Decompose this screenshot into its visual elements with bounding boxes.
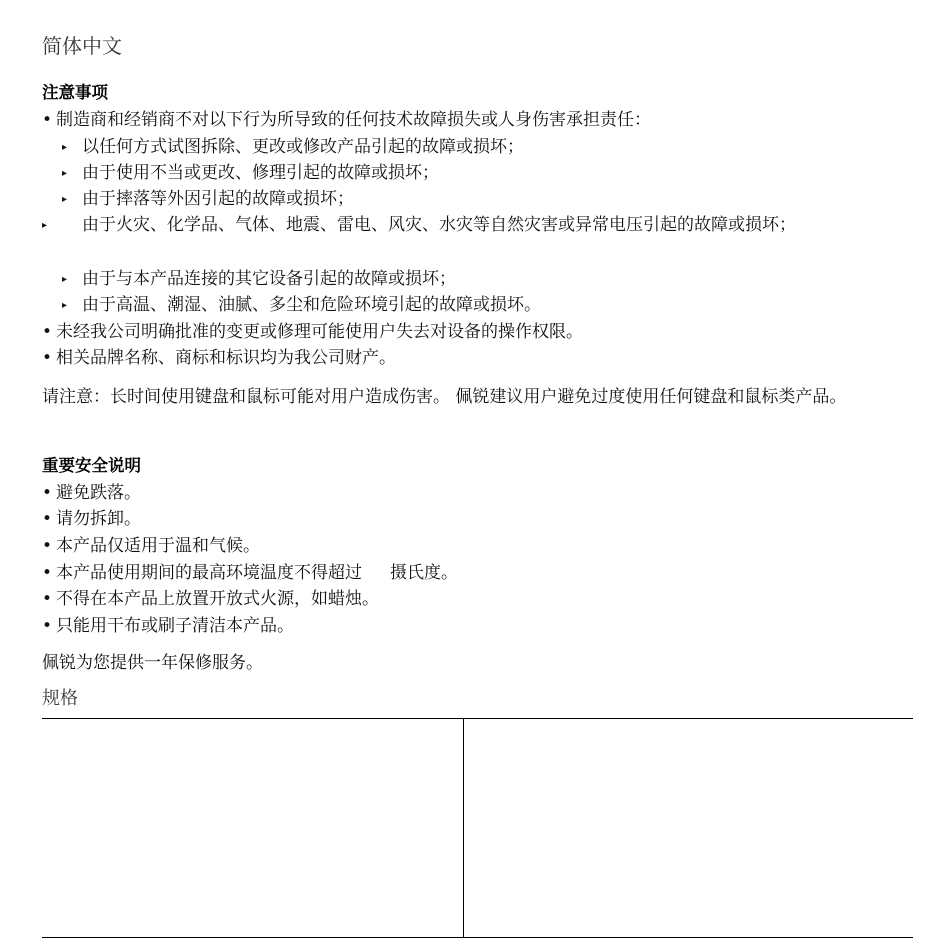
notice-heading: 注意事项 bbox=[42, 83, 108, 102]
triangle-bullet-icon: ▸ bbox=[62, 142, 68, 153]
specs-column-divider bbox=[463, 719, 464, 937]
safety-item-text: 请勿拆卸。 bbox=[56, 509, 141, 529]
triangle-bullet-icon: ▸ bbox=[62, 168, 68, 179]
notice-sub-item bbox=[62, 292, 922, 319]
triangle-bullet-icon: ▸ bbox=[62, 194, 68, 205]
notice-sub-item-text: 由于摔落等外因引起的故障或损坏； bbox=[82, 189, 354, 209]
bullet-icon: • bbox=[42, 322, 53, 342]
bullet-icon: • bbox=[42, 563, 53, 583]
bullet-icon: • bbox=[42, 589, 53, 609]
specs-heading: 规格 bbox=[42, 688, 78, 709]
notice-sub-item-text: 以任何方式试图拆除、更改或修改产品引起的故障或损坏； bbox=[82, 137, 524, 157]
triangle-bullet-icon: ▸ bbox=[62, 300, 68, 311]
safety-item-text: 本产品仅适用于温和气候。 bbox=[56, 536, 260, 556]
temperature-unit-text: 摄氏度。 bbox=[390, 563, 458, 583]
language-title: 简体中文 bbox=[42, 34, 122, 58]
safety-item-text: 本产品使用期间的最高环境温度不得超过 bbox=[56, 563, 362, 583]
bullet-icon: • bbox=[42, 348, 53, 368]
notice-sub-item bbox=[62, 266, 922, 293]
bullet-icon: • bbox=[42, 536, 53, 556]
safety-item-text: 只能用干布或刷子清洁本产品。 bbox=[56, 616, 294, 636]
notice-sub-item-text: 由于与本产品连接的其它设备引起的故障或损坏； bbox=[82, 269, 456, 289]
warranty-text: 佩锐为您提供一年保修服务。 bbox=[42, 653, 263, 673]
notice-sub-item bbox=[42, 212, 922, 239]
notice-sub-item bbox=[62, 160, 922, 187]
triangle-bullet-icon: ▸ bbox=[42, 220, 48, 231]
notice-sub-item bbox=[62, 134, 922, 161]
notice-sub-item-text: 由于使用不当或更改、修理引起的故障或损坏； bbox=[82, 163, 439, 183]
safety-item bbox=[42, 586, 922, 612]
triangle-bullet-icon: ▸ bbox=[62, 274, 68, 285]
bullet-icon: • bbox=[42, 509, 53, 529]
safety-item bbox=[42, 560, 922, 586]
safety-item-text: 避免跌落。 bbox=[56, 483, 141, 503]
health-note: 请注意：长时间使用键盘和鼠标可能对用户造成伤害。 佩锐建议用户避免过度使用任何键盘和鼠标类产品。 bbox=[42, 387, 847, 407]
specs-table bbox=[42, 718, 913, 938]
safety-item bbox=[42, 613, 922, 639]
safety-item bbox=[42, 533, 922, 559]
notice-sub-item bbox=[62, 186, 922, 213]
notice-bullet bbox=[42, 345, 922, 371]
bullet-icon: • bbox=[42, 483, 53, 503]
bullet-icon: • bbox=[42, 616, 53, 636]
notice-intro-text: 制造商和经销商不对以下行为所导致的任何技术故障损失或人身伤害承担责任： bbox=[56, 110, 651, 130]
bullet-icon: • bbox=[42, 110, 53, 130]
safety-item-text: 不得在本产品上放置开放式火源，如蜡烛。 bbox=[56, 589, 379, 609]
safety-item bbox=[42, 480, 922, 506]
notice-sub-item-text: 由于高温、潮湿、油腻、多尘和危险环境引起的故障或损坏。 bbox=[82, 295, 541, 315]
notice-sub-item-text: 由于火灾、化学品、气体、地震、雷电、风灾、水灾等自然灾害或异常电压引起的故障或损坏； bbox=[82, 215, 796, 235]
notice-bullet-text: 相关品牌名称、商标和标识均为我公司财产。 bbox=[56, 348, 396, 368]
notice-bullet bbox=[42, 319, 922, 345]
notice-bullet-text: 未经我公司明确批准的变更或修理可能使用户失去对设备的操作权限。 bbox=[56, 322, 583, 342]
safety-heading: 重要安全说明 bbox=[42, 456, 141, 475]
notice-intro bbox=[42, 107, 922, 133]
safety-item bbox=[42, 506, 922, 532]
